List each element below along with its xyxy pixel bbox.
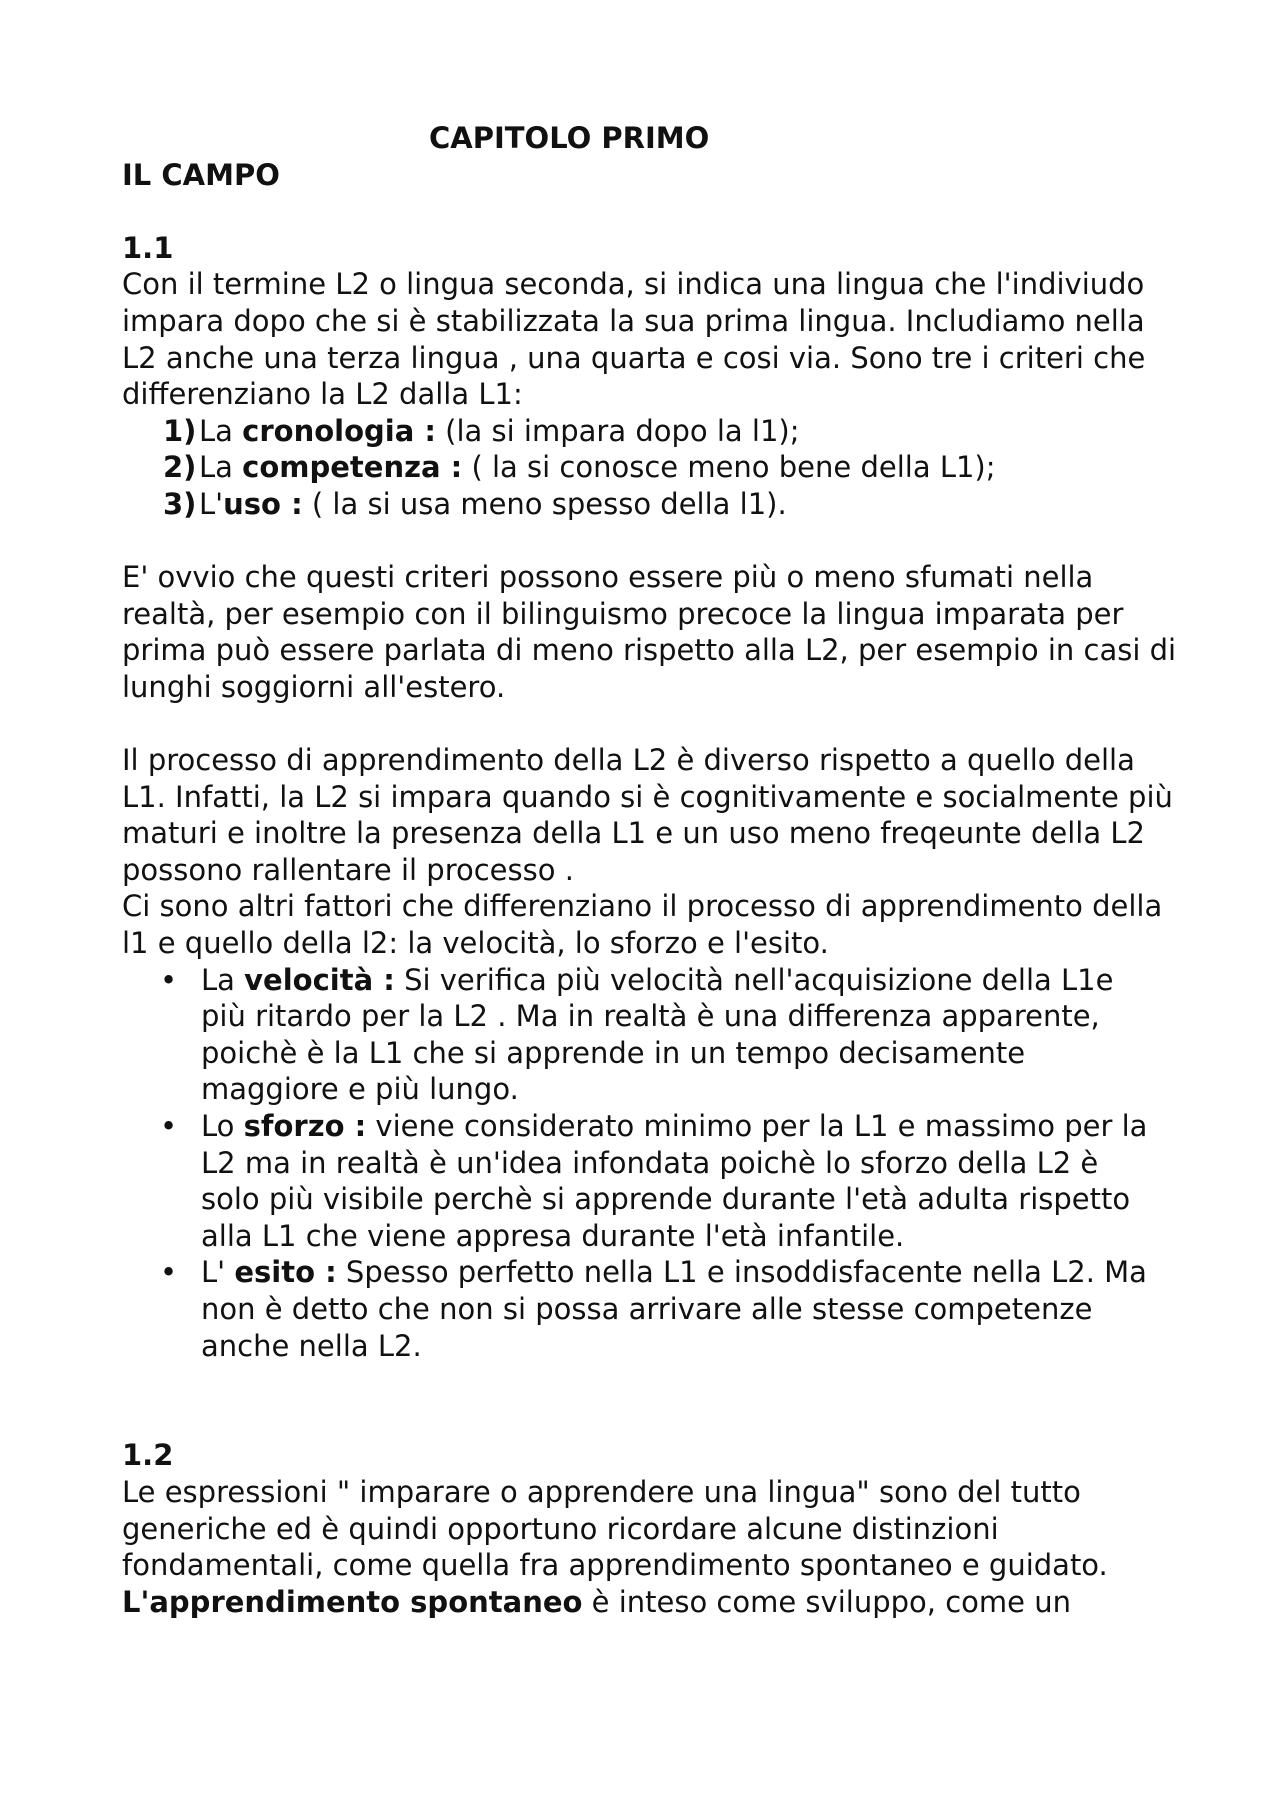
spacer bbox=[122, 1364, 1182, 1437]
bullet-icon: • bbox=[160, 1109, 178, 1144]
criteria-item bbox=[122, 486, 1182, 523]
document-page bbox=[122, 120, 1182, 1620]
criteria-text: (la si impara dopo la l1); bbox=[435, 413, 800, 448]
factor-prefix: Lo bbox=[201, 1109, 244, 1144]
bullet-icon: • bbox=[160, 962, 178, 997]
chapter-title: CAPITOLO PRIMO bbox=[429, 121, 710, 155]
section-1-2-term: L'apprendimento spontaneo bbox=[122, 1584, 583, 1619]
factor-term: velocità : bbox=[244, 962, 395, 997]
section-number-1-2: 1.2 bbox=[122, 1438, 174, 1473]
factor-prefix: La bbox=[201, 962, 245, 997]
criteria-number: 2) bbox=[163, 450, 197, 485]
criteria-item bbox=[122, 449, 1182, 486]
section-1-1-paragraph-3: Il processo di apprendimento della L2 è diverso rispetto a quello della L1. Infatti, la L2 si impara quando si è cognitivamente e socialmente più maturi e inoltre la presenza della L1 e un uso meno freqeunte della L2 possono rallentare il processo . bbox=[122, 743, 1173, 887]
factor-item bbox=[122, 1254, 1182, 1364]
factor-text: Si verifica più velocità nell'acquisizione della L1e più ritardo per la L2 . Ma in realtà è una differenza apparente, poichè è la L1 che si apprende in un tempo decisamente maggiore e più lungo. bbox=[201, 962, 1114, 1107]
criteria-number: 1) bbox=[163, 413, 197, 448]
criteria-prefix: La bbox=[199, 450, 243, 485]
criteria-item bbox=[122, 413, 1182, 450]
spacer bbox=[122, 706, 1182, 743]
factor-item bbox=[122, 1108, 1182, 1254]
section-1-1-intro: Con il termine L2 o lingua seconda, si indica una lingua che l'indiviudo impara dopo che si è stabilizzata la sua prima lingua. Includiamo nella L2 anche una terza lingua , una quarta e cosi via. Sono tre i criteri che differenziano la L2 dalla L1: bbox=[122, 267, 1146, 412]
factor-term: sforzo : bbox=[243, 1109, 367, 1144]
section-1-1-paragraph-2: E' ovvio che questi criteri possono essere più o meno sfumati nella realtà, per esempio con il bilinguismo precoce la lingua imparata per prima può essere parlata di meno rispetto alla L2, per esempio in casi di lunghi soggiorni all'estero. bbox=[122, 560, 1177, 704]
spacer bbox=[122, 523, 1182, 560]
section-1-2-text: è inteso come sviluppo, come un bbox=[582, 1584, 1071, 1619]
criteria-prefix: La bbox=[199, 413, 243, 448]
spacer bbox=[122, 193, 1182, 230]
factors-list bbox=[122, 962, 1182, 1365]
factor-text: Spesso perfetto nella L1 e insoddisfacente nella L2. Ma non è detto che non si possa arrivare alle stesse competenze anche nella L2. bbox=[201, 1255, 1147, 1363]
criteria-term: competenza : bbox=[242, 450, 463, 485]
section-1-2-paragraph-1: Le espressioni " imparare o apprendere una lingua" sono del tutto generiche ed è quindi opportuno ricordare alcune distinzioni fondamentali, come quella fra apprendimento spontaneo e guidato. bbox=[122, 1474, 1108, 1583]
section-1-1-paragraph-4: Ci sono altri fattori che differenziano il processo di apprendimento della l1 e quello della l2: la velocità, lo sforzo e l'esito. bbox=[122, 889, 1163, 961]
factor-term: esito : bbox=[234, 1255, 337, 1290]
criteria-text: ( la si conosce meno bene della L1); bbox=[462, 450, 996, 485]
criteria-prefix: L' bbox=[199, 486, 224, 521]
criteria-term: uso : bbox=[223, 486, 303, 521]
section-number-1-1: 1.1 bbox=[122, 230, 174, 265]
factor-prefix: L' bbox=[201, 1255, 235, 1290]
criteria-list bbox=[122, 413, 1182, 523]
criteria-term: cronologia : bbox=[242, 413, 436, 448]
chapter-subtitle: IL CAMPO bbox=[122, 157, 280, 192]
factor-item bbox=[122, 962, 1182, 1108]
criteria-number: 3) bbox=[163, 486, 197, 521]
criteria-text: ( la si usa meno spesso della l1). bbox=[302, 486, 787, 521]
section-1-2-paragraph-2 bbox=[122, 1584, 1182, 1621]
factor-text: viene considerato minimo per la L1 e massimo per la L2 ma in realtà è un'idea infondata poichè lo sforzo della L2 è solo più visibile perchè si apprende durante l'età adulta rispetto alla L1 che viene appresa durante l'età infantile. bbox=[201, 1109, 1148, 1253]
bullet-icon: • bbox=[160, 1255, 178, 1290]
